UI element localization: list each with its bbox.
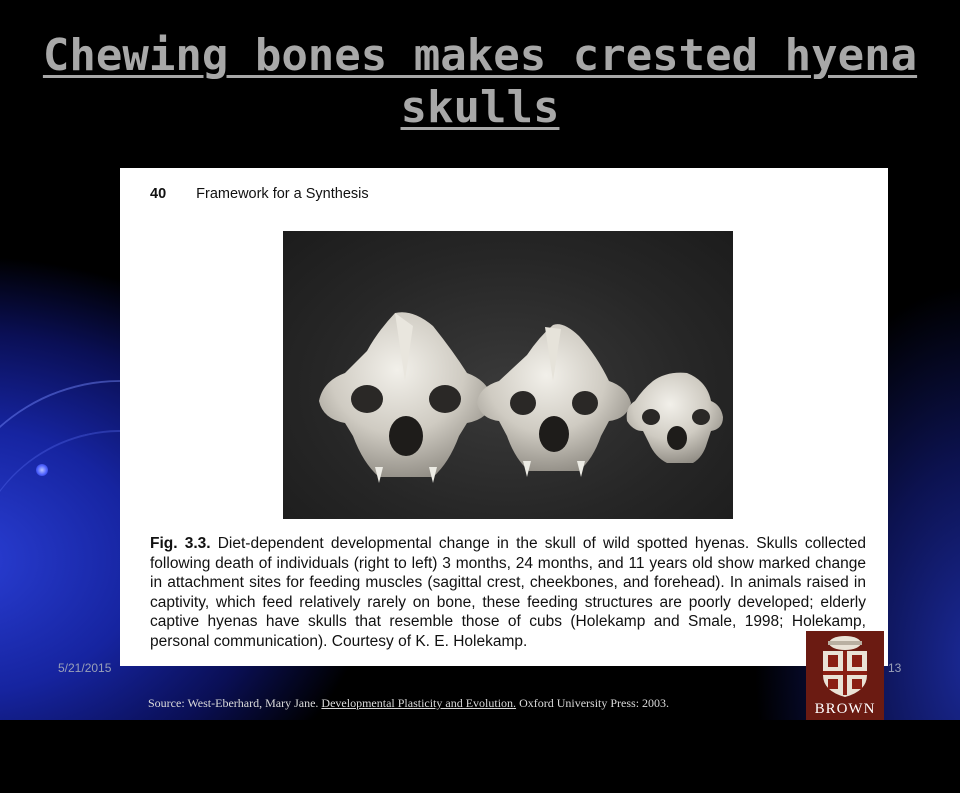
source-suffix: Oxford University Press: 2003.: [516, 696, 670, 710]
book-page-image: [120, 168, 888, 666]
figure-caption: [150, 534, 866, 651]
source-book-title: Developmental Plasticity and Evolution.: [321, 696, 517, 710]
slide-date: 5/21/2015: [58, 661, 112, 675]
book-page-header: [150, 186, 369, 202]
book-page-number: 40: [150, 186, 167, 202]
hyena-skulls-photo: [283, 231, 733, 519]
brown-university-logo: [806, 631, 884, 720]
figure-label: Fig. 3.3.: [150, 535, 211, 552]
skull-adult: [319, 312, 493, 483]
slide-number: 13: [888, 661, 902, 675]
brown-crest-icon: [806, 631, 884, 701]
skull-24-months: [477, 324, 631, 477]
decorative-glow-dot: [36, 464, 48, 476]
book-running-head: Framework for a Synthesis: [196, 186, 369, 202]
source-prefix: Source: West-Eberhard, Mary Jane.: [148, 696, 322, 710]
slide-title: Chewing bones makes crested hyena skulls: [42, 30, 918, 133]
source-citation: [148, 696, 669, 711]
figure-caption-text: Diet-dependent developmental change in the skull of wild spotted hyenas. Skulls collected following death of individuals (right to left) 3 months, 24 months, and 11 years old show marked change in attachment sites for feeding muscles (sagittal crest, cheekbones, and forehead). In animals raised in captivity, which feed relatively rarely on bone, these feeding structures are poorly developed; elderly captive hyenas have skulls that resemble those of cubs (Holekamp and Smale, 1998; Holekamp, personal communication). Courtesy of K. E. Holekamp.: [150, 535, 866, 650]
skull-3-months: [627, 373, 723, 463]
logo-wordmark: BROWN: [814, 701, 876, 717]
